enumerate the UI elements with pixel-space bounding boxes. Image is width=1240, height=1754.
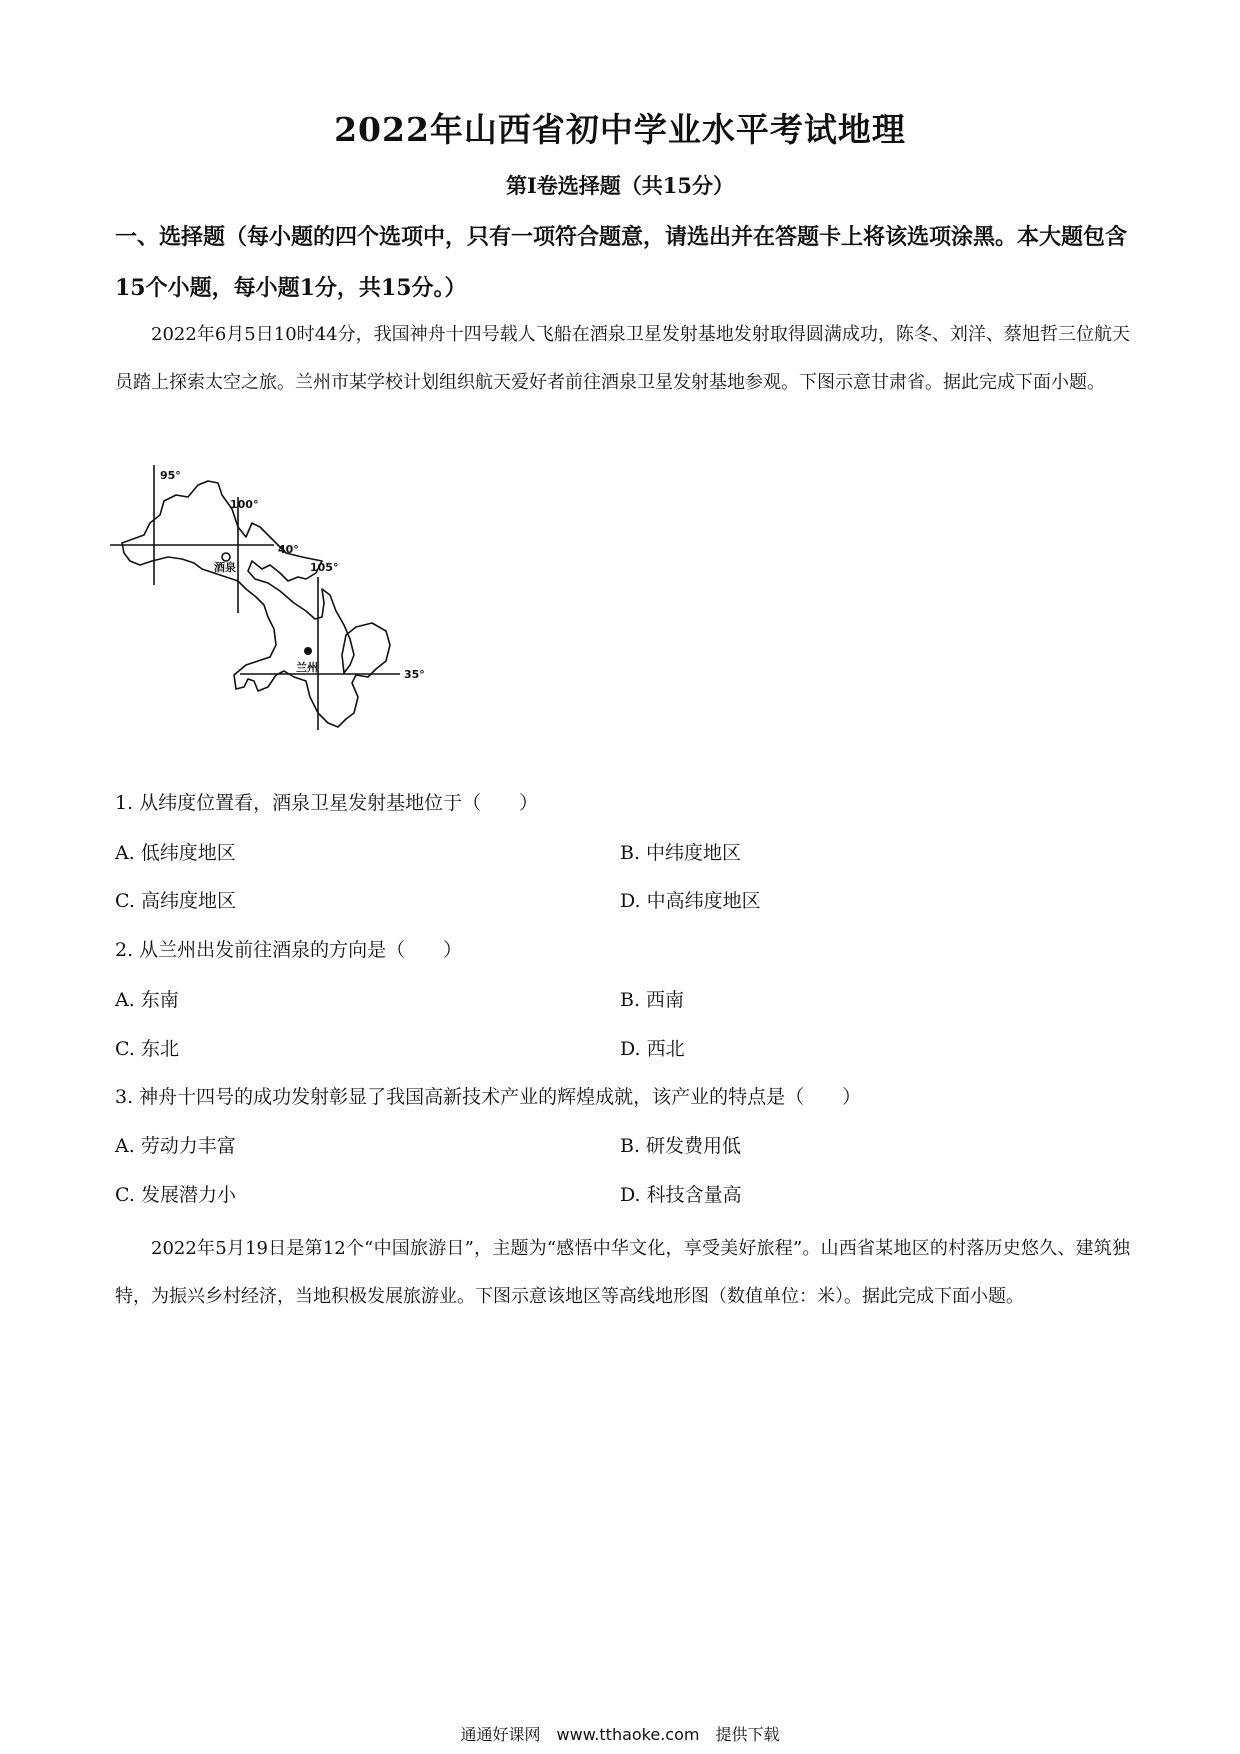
q3-option-a: A. 劳动力丰富 xyxy=(115,1135,236,1157)
section-subtitle: 第Ⅰ卷选择题（共15分） xyxy=(505,173,735,198)
gansu-map-figure xyxy=(110,465,485,755)
lat-35-label: 35° xyxy=(404,668,425,681)
lat-40-label: 40° xyxy=(278,543,299,556)
q1-option-a: A. 低纬度地区 xyxy=(115,842,236,864)
city-jiuquan-label: 酒泉 xyxy=(214,561,236,574)
q2-option-b: B. 西南 xyxy=(620,989,685,1011)
question-3: 3. 神舟十四号的成功发射彰显了我国高新技术产业的辉煌成就，该产业的特点是（ ） xyxy=(115,1086,862,1108)
q2-option-c: C. 东北 xyxy=(115,1038,179,1060)
q3-option-b: B. 研发费用低 xyxy=(620,1135,742,1157)
q3-option-d: D. 科技含量高 xyxy=(620,1184,742,1206)
passage-2: 2022年5月19日是第12个“中国旅游日”，主题为“感悟中华文化，享受美好旅程”。山西省某地区的村落历史悠久、建筑独特，为振兴乡村经济，当地积极发展旅游业。下图示意该地区等高线地形图（数值单位：米）。据此完成下面小题。 xyxy=(115,1238,1130,1307)
lon-100-label: 100° xyxy=(230,498,259,511)
lon-95-label: 95° xyxy=(160,469,181,482)
lon-105-label: 105° xyxy=(310,561,339,574)
page-footer: 通通好课网 www.tthaoke.com 提供下载 xyxy=(460,1725,780,1744)
q2-option-d: D. 西北 xyxy=(620,1038,685,1060)
section-instruction: 一、选择题（每小题的四个选项中，只有一项符合题意，请选出并在答题卡上将该选项涂黑。本大题包含15个小题，每小题1分，共15分。） xyxy=(115,224,1128,301)
q1-option-b: B. 中纬度地区 xyxy=(620,842,742,864)
q2-option-a: A. 东南 xyxy=(115,989,179,1011)
city-jiuquan-marker xyxy=(222,553,230,561)
page-title: 2022年山西省初中学业水平考试地理 xyxy=(334,110,906,149)
gansu-outline xyxy=(122,481,390,727)
city-lanzhou-marker xyxy=(304,647,312,655)
passage-1: 2022年6月5日10时44分，我国神舟十四号载人飞船在酒泉卫星发射基地发射取得圆满成功，陈冬、刘洋、蔡旭哲三位航天员踏上探索太空之旅。兰州市某学校计划组织航天爱好者前往酒泉卫星发射基地参观。下图示意甘肃省。据此完成下面小题。 xyxy=(115,324,1130,393)
q3-option-c: C. 发展潜力小 xyxy=(115,1184,236,1206)
q1-option-d: D. 中高纬度地区 xyxy=(620,890,761,912)
q1-option-c: C. 高纬度地区 xyxy=(115,890,236,912)
question-2: 2. 从兰州出发前往酒泉的方向是（ ） xyxy=(115,939,463,961)
question-1: 1. 从纬度位置看，酒泉卫星发射基地位于（ ） xyxy=(115,792,539,814)
city-lanzhou-label: 兰州 xyxy=(296,661,318,674)
